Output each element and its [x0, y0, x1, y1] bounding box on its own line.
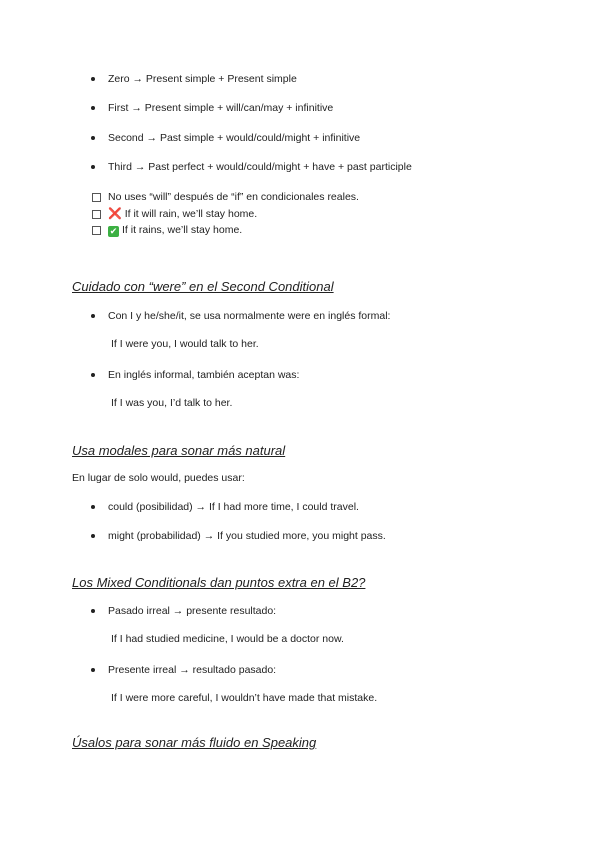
checklist-item-wrong	[108, 208, 257, 221]
heading-modals: Usa modales para sonar más natural	[72, 443, 286, 458]
mixed-example-present: If I were more careful, I wouldn’t have made that mistake.	[111, 692, 378, 704]
conditional-zero: Zero → Present simple + Present simple	[108, 73, 297, 85]
modals-item-could: could (posibilidad) → If I had more time, I could travel.	[108, 501, 359, 513]
checklist-item-rule: No uses “will” después de “if” en condicionales reales.	[108, 191, 359, 203]
heading-speaking: Úsalos para sonar más fluido en Speaking	[72, 735, 317, 750]
cross-mark-icon: ❌	[108, 208, 122, 220]
mixed-example-past: If I had studied medicine, I would be a doctor now.	[111, 633, 344, 645]
modals-item-might: might (probabilidad) → If you studied more, you might pass.	[108, 530, 386, 542]
checklist-item-right	[108, 224, 242, 237]
heading-mixed: Los Mixed Conditionals dan puntos extra en el B2?	[72, 575, 366, 590]
bullet-dot	[91, 77, 95, 81]
were-example-formal: If I were you, I would talk to her.	[111, 338, 259, 350]
check-mark-button-icon: ✔	[109, 226, 118, 236]
bullet-dot	[91, 165, 95, 169]
conditional-second: Second → Past simple + would/could/might + infinitive	[108, 132, 361, 144]
were-bullet-informal: En inglés informal, también aceptan was:	[108, 369, 300, 381]
checkbox[interactable]	[92, 210, 101, 219]
bullet-dot	[91, 373, 95, 377]
conditional-third: Third → Past perfect + would/could/might + have + past participle	[108, 161, 412, 173]
conditional-first: First → Present simple + will/can/may + infinitive	[108, 102, 334, 114]
mixed-bullet-past: Pasado irreal → presente resultado:	[108, 605, 277, 617]
heading-were: Cuidado con “were” en el Second Conditional	[72, 279, 334, 294]
checkbox[interactable]	[92, 226, 101, 235]
were-bullet-formal: Con I y he/she/it, se usa normalmente were en inglés formal:	[108, 310, 391, 322]
checklist-item-wrong-text: If it will rain, we’ll stay home.	[124, 208, 258, 220]
mixed-bullet-present: Presente irreal → resultado pasado:	[108, 664, 277, 676]
modals-intro: En lugar de solo would, puedes usar:	[72, 472, 245, 484]
were-example-informal: If I was you, I’d talk to her.	[111, 397, 233, 409]
bullet-dot	[91, 668, 95, 672]
checkbox[interactable]	[92, 193, 101, 202]
bullet-dot	[91, 314, 95, 318]
bullet-dot	[91, 505, 95, 509]
checklist-item-right-text: If it rains, we’ll stay home.	[122, 224, 243, 236]
bullet-dot	[91, 136, 95, 140]
bullet-dot	[91, 609, 95, 613]
bullet-dot	[91, 534, 95, 538]
bullet-dot	[91, 106, 95, 110]
